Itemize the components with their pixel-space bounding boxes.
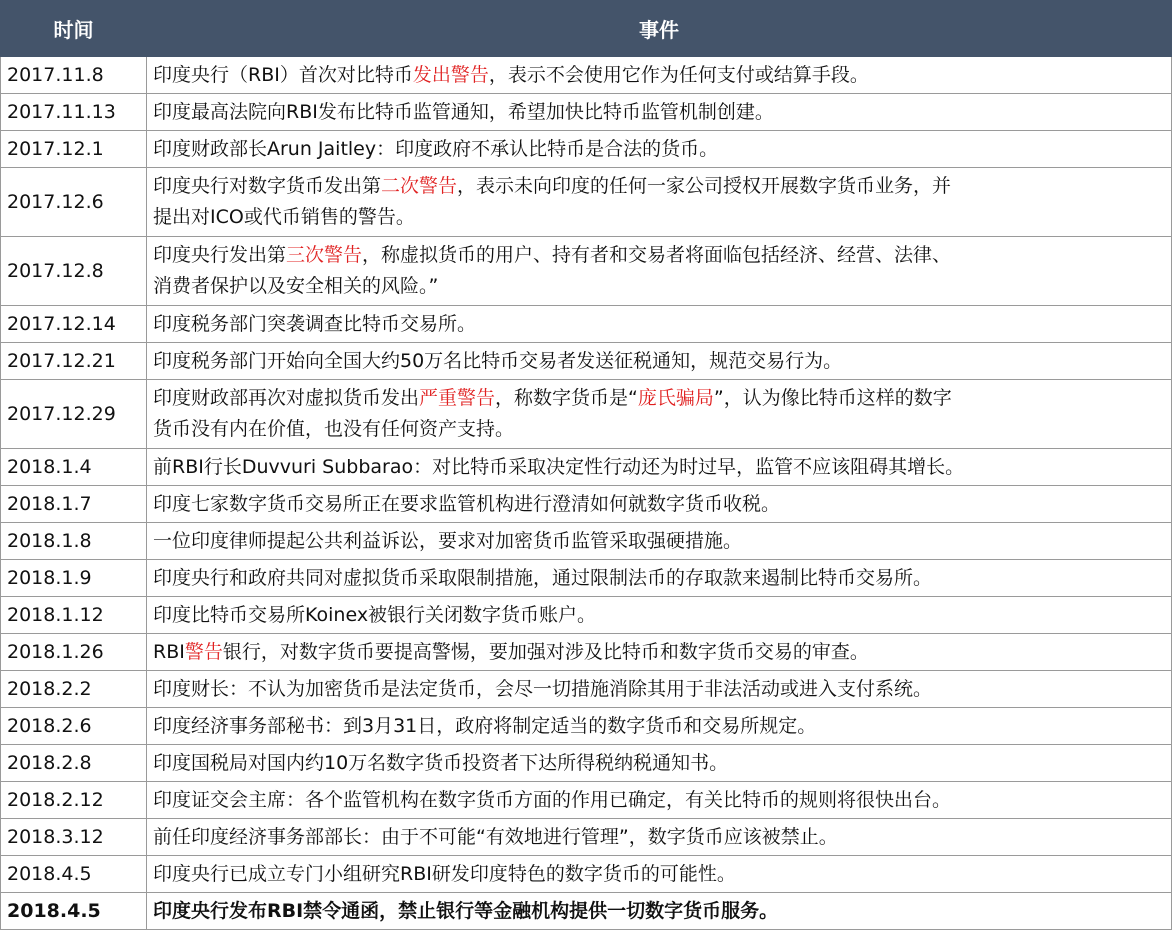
event-text: 印度财政部长Arun Jaitley：印度政府不承认比特币是合法的货币。 — [153, 137, 719, 160]
event-text: 消费者保护以及安全相关的风险。” — [153, 275, 439, 297]
event-text: 印度证交会主席：各个监管机构在数字货币方面的作用已确定，有关比特币的规则将很快出台。 — [153, 788, 952, 811]
table-row — [1, 819, 1172, 856]
header-event: 事件 — [147, 1, 1172, 57]
row-date: 2017.11.8 — [1, 57, 147, 94]
row-event — [147, 708, 1172, 745]
event-text: ，表示不会使用它作为任何支付或结算手段。 — [488, 63, 869, 86]
row-event — [147, 782, 1172, 819]
highlighted-text: 严重警告 — [419, 387, 496, 409]
row-event — [147, 306, 1172, 343]
event-text: 印度税务部门突袭调查比特币交易所。 — [153, 312, 477, 335]
event-text: RBI — [153, 640, 185, 663]
row-event — [147, 893, 1172, 930]
row-event — [147, 168, 1172, 237]
event-text: 印度央行（RBI）首次对比特币 — [153, 63, 413, 86]
event-text: 印度央行和政府共同对虚拟货币采取限制措施，通过限制法币的存取款来遏制比特币交易所。 — [153, 566, 933, 589]
event-text: 前任印度经济事务部部长：由于不可能“有效地进行管理”，数字货币应该被禁止。 — [153, 825, 838, 848]
row-date: 2017.12.8 — [1, 237, 147, 306]
table-row — [1, 486, 1172, 523]
event-text: 印度央行已成立专门小组研究RBI研发印度特色的数字货币的可能性。 — [153, 862, 736, 885]
event-text: 印度国税局对国内约10万名数字货币投资者下达所得税纳税通知书。 — [153, 751, 729, 774]
event-text: 印度央行对数字货币发出第 — [153, 175, 382, 197]
highlighted-text: 二次警告 — [381, 175, 458, 197]
row-date: 2017.12.29 — [1, 380, 147, 449]
row-event — [147, 523, 1172, 560]
table-row — [1, 94, 1172, 131]
row-date: 2018.1.9 — [1, 560, 147, 597]
table-row — [1, 343, 1172, 380]
header-date: 时间 — [1, 1, 147, 57]
row-event — [147, 486, 1172, 523]
event-text: 前RBI行长Duvvuri Subbarao：对比特币采取决定性行动还为时过早，监管不应该阻碍其增长。 — [153, 455, 965, 478]
highlighted-text: 发出警告 — [412, 63, 489, 86]
event-text: 一位印度律师提起公共利益诉讼，要求对加密货币监管采取强硬措施。 — [153, 529, 743, 552]
table-row — [1, 57, 1172, 94]
row-date: 2018.4.5 — [1, 893, 147, 930]
row-date: 2018.1.8 — [1, 523, 147, 560]
row-event — [147, 237, 1172, 306]
row-date: 2018.1.26 — [1, 634, 147, 671]
table-row — [1, 671, 1172, 708]
row-event — [147, 745, 1172, 782]
table-row — [1, 893, 1172, 930]
row-event — [147, 380, 1172, 449]
event-text: ，称虚拟货币的用户、持有者和交易者将面临包括经济、经营、法律、 — [362, 244, 952, 266]
row-event — [147, 131, 1172, 168]
event-text: 印度税务部门开始向全国大约50万名比特币交易者发送征税通知，规范交易行为。 — [153, 349, 843, 372]
event-text: 印度最高法院向RBI发布比特币监管通知，希望加快比特币监管机制创建。 — [153, 100, 774, 123]
row-event — [147, 343, 1172, 380]
event-text: ”，认为像比特币这样的数字 — [713, 387, 952, 409]
row-event — [147, 449, 1172, 486]
event-text: 印度财长：不认为加密货币是法定货币，会尽一切措施消除其用于非法活动或进入支付系统。 — [153, 677, 933, 700]
row-event — [147, 560, 1172, 597]
event-text: 提出对ICO或代币销售的警告。 — [153, 206, 415, 228]
table-row — [1, 745, 1172, 782]
row-date: 2017.11.13 — [1, 94, 147, 131]
row-date: 2018.2.8 — [1, 745, 147, 782]
row-date: 2018.1.4 — [1, 449, 147, 486]
row-date: 2018.2.12 — [1, 782, 147, 819]
row-event — [147, 57, 1172, 94]
table-row — [1, 782, 1172, 819]
highlighted-text: 警告 — [184, 640, 223, 663]
highlighted-text: 庞氏骗局 — [637, 387, 714, 409]
row-event — [147, 597, 1172, 634]
row-event — [147, 671, 1172, 708]
row-date: 2017.12.21 — [1, 343, 147, 380]
event-text: 印度财政部再次对虚拟货币发出 — [153, 387, 420, 409]
table-row — [1, 523, 1172, 560]
event-text: ，称数字货币是“ — [495, 387, 638, 409]
row-date: 2018.2.2 — [1, 671, 147, 708]
event-text: 印度央行发出第 — [153, 244, 287, 266]
highlighted-text: 三次警告 — [286, 244, 363, 266]
event-text: 印度比特币交易所Koinex被银行关闭数字货币账户。 — [153, 603, 597, 626]
row-date: 2018.1.12 — [1, 597, 147, 634]
table-body — [1, 57, 1172, 930]
row-date: 2018.4.5 — [1, 856, 147, 893]
table-row — [1, 380, 1172, 449]
row-event — [147, 819, 1172, 856]
table-row — [1, 131, 1172, 168]
row-event — [147, 856, 1172, 893]
event-text: ，表示未向印度的任何一家公司授权开展数字货币业务，并 — [457, 175, 952, 197]
row-date: 2018.3.12 — [1, 819, 147, 856]
table-row — [1, 168, 1172, 237]
row-date: 2018.2.6 — [1, 708, 147, 745]
table-row — [1, 597, 1172, 634]
event-text: 货币没有内在价值，也没有任何资产支持。 — [153, 418, 515, 440]
table-row — [1, 560, 1172, 597]
event-text: 印度七家数字货币交易所正在要求监管机构进行澄清如何就数字货币收税。 — [153, 492, 781, 515]
table-row — [1, 237, 1172, 306]
table-row — [1, 449, 1172, 486]
row-date: 2017.12.14 — [1, 306, 147, 343]
row-event — [147, 94, 1172, 131]
event-text: 印度央行发布RBI禁令通函，禁止银行等金融机构提供一切数字货币服务。 — [153, 899, 779, 922]
event-text: 印度经济事务部秘书：到3月31日，政府将制定适当的数字货币和交易所规定。 — [153, 714, 817, 737]
row-date: 2017.12.6 — [1, 168, 147, 237]
table-row — [1, 634, 1172, 671]
table-row — [1, 306, 1172, 343]
row-date: 2017.12.1 — [1, 131, 147, 168]
table-row — [1, 708, 1172, 745]
row-event — [147, 634, 1172, 671]
row-date: 2018.1.7 — [1, 486, 147, 523]
header-row — [1, 1, 1172, 57]
table-row — [1, 856, 1172, 893]
event-text: 银行，对数字货币要提高警惕，要加强对涉及比特币和数字货币交易的审查。 — [222, 640, 869, 663]
